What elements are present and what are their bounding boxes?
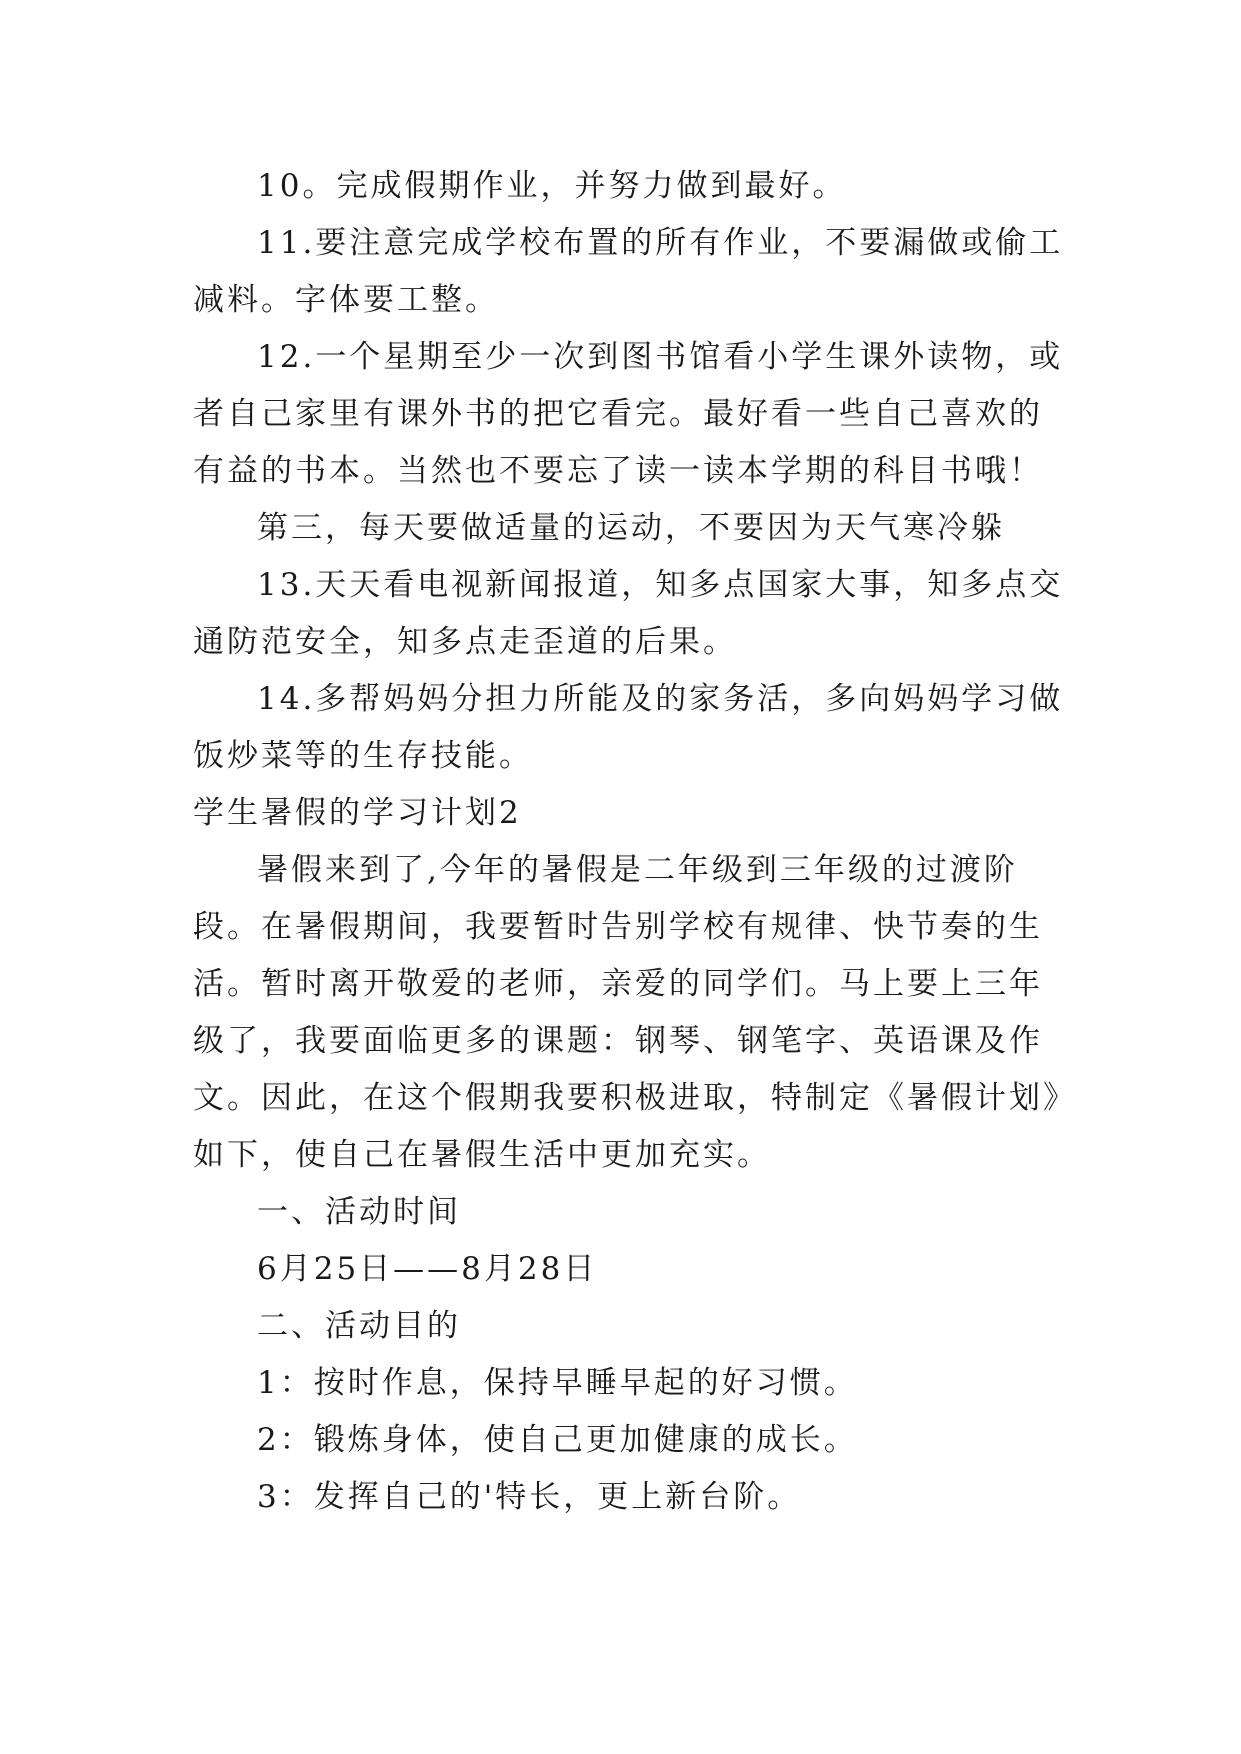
subheading-activity-time: 一、活动时间 — [257, 1194, 461, 1230]
goal-item-1: 1：按时作息，保持早睡早起的好习惯。 — [257, 1365, 858, 1401]
goal-item-3: 3：发挥自己的'特长，更上新台阶。 — [257, 1479, 802, 1515]
section-heading: 学生暑假的学习计划2 — [193, 795, 522, 831]
subheading-activity-goal: 二、活动目的 — [257, 1308, 461, 1344]
paragraph-intro: 暑假来到了,今年的暑假是二年级到三年级的过渡阶段。在暑假期间，我要暂时告别学校有规律、快节奏的生活。暂时离开敬爱的老师，亲爱的同学们。马上要上三年级了，我要面临更多的课题：钢琴、钢笔字、英语课及作文。因此，在这个假期我要积极进取，特制定《暑假计划》如下，使自己在暑假生活中更加充实。 — [193, 852, 1062, 1173]
paragraph-item-12: 12.一个星期至少一次到图书馆看小学生课外读物，或者自己家里有课外书的把它看完。最好看一些自己喜欢的有益的书本。当然也不要忘了读一读本学期的科目书哦！ — [193, 339, 1064, 489]
paragraph-item-14: 14.多帮妈妈分担力所能及的家务活，多向妈妈学习做饭炒菜等的生存技能。 — [193, 681, 1064, 774]
paragraph-section-three: 第三，每天要做适量的运动，不要因为天气寒冷躲 — [257, 510, 1005, 546]
goal-item-2: 2：锻炼身体，使自己更加健康的成长。 — [257, 1422, 858, 1458]
paragraph-item-10: 10。完成假期作业，并努力做到最好。 — [257, 168, 847, 204]
paragraph-item-13: 13.天天看电视新闻报道，知多点国家大事，知多点交通防范安全，知多点走歪道的后果。 — [193, 567, 1064, 660]
paragraph-item-11: 11.要注意完成学校布置的所有作业，不要漏做或偷工减料。字体要工整。 — [193, 225, 1064, 318]
document-body — [193, 158, 1073, 1526]
activity-date-range: 6月25日——8月28日 — [257, 1251, 598, 1287]
